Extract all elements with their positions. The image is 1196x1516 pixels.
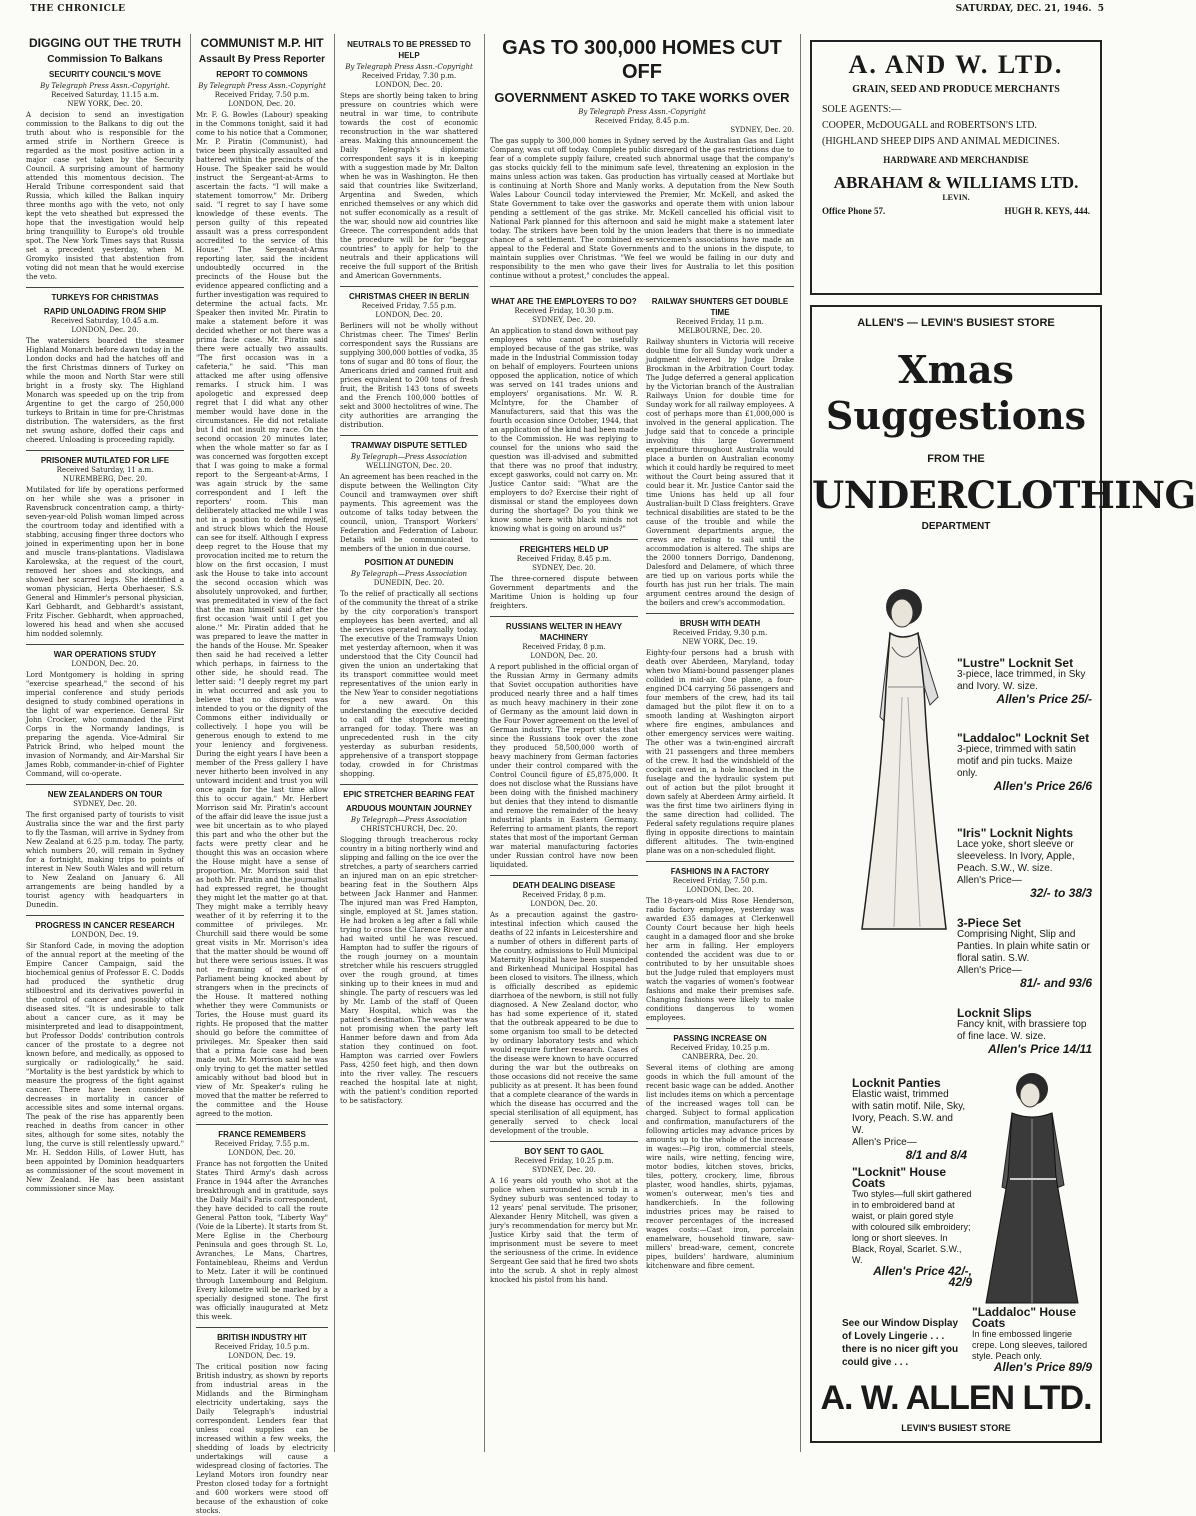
article-body: The watersiders boarded the steamer Highland Monarch before dawn today in the London docks and had the hatches off and the first Christmas dinners of Turkey on while the moon and North Star were still bright in a frosty sky. The Highland Monarch was speeded up on the trip from Argentine to get the cargo of 250,000 turkeys to Britain in time for pre-Christmas distribution. The watersiders, as the first net swung ashore, doffed their caps and cheered. Unloading is proceeding rapidly. xyxy=(26,337,184,444)
received-line: Received Friday, 10.25 p.m. xyxy=(514,1157,614,1165)
received-line: Received Friday, 11 p.m. xyxy=(676,318,764,326)
headline: PASSING INCREASE ON xyxy=(673,1034,767,1043)
dateline: MELBOURNE, Dec. 20. xyxy=(677,327,763,335)
product-iris-nights xyxy=(957,827,1092,899)
subheadline: ARDUOUS MOUNTAIN JOURNEY xyxy=(345,804,473,813)
headline: BOY SENT TO GAOL xyxy=(524,1147,604,1156)
byline: By Telegraph—Press Association xyxy=(350,453,468,461)
divider xyxy=(26,784,184,785)
product-desc: 3-piece, trimmed with satin motif and pin tucks. Maize only. xyxy=(957,744,1076,779)
article-body: France has not forgotten the United States Third Army's dash across France in 1944 after the Avranches breakthrough and in gratitude, says the Daily Mail's Paris correspondent, they have decided to call the route General Patton took, "Liberty Way" (Voie de la Liberte). It starts from St. Mere Eglise in the Cherbourg Peninsula and goes through St. Lo, Avranches, Le Mans, Chartres, Fontainebleau, Rheims and Verdun to Metz. Later it will be continued through Luxembourg and Belgium. Every kilometre will be marked by a specially designed stone. The first was officially inaugurated at Metz this week. xyxy=(196,1160,328,1321)
article-body: The gas supply to 300,000 homes in Sydney served by the Australian Gas and Light Company, was cut off today. Complete public disregard of the gas restrictions due to fear of a complete supply failure, created such abnormal usage that the company's gas stocks quickly fell to the minimum safe level, threatening an explosion in the mains unless action was taken. Gas production has virtually ceased at Mortlake but is continuing at North Shore and Manly works. A deputation from the New South Wales Labour Council today interviewed the Premier, Mr. McKell, and asked the State Government to take over the gasworks and operate them with union labour pending a settlement of the gas strike. Mr. McKell cancelled his official visit to National Park planned for this afternoon and said he might make a statement later today. The strikers have been told by the union leaders that there is no immediate chance of a settlement. The combined ex-servicemen's associations have made an appeal to the Federal and State Governments and to the unions in the dispute, to maintain supplies over Christmas. "We feel we would be failing in our duty and responsibility to the men who gave their lives for Australia to let this position continue without a protest," concludes the appeal. xyxy=(490,137,794,280)
ad-store-name: A. W. ALLEN LTD. xyxy=(820,1379,1092,1417)
received-line: Received Friday, 7.55 p.m. xyxy=(361,302,457,310)
subcolumn-left xyxy=(490,293,638,1285)
note-line: there is no nicer gift you xyxy=(842,1344,959,1355)
received-line: Received Friday, 10.30 p.m. xyxy=(514,307,614,315)
article-body: Several items of clothing are among goods in which the full amount of the recent basic wage can be added. Another list includes items on which a percentage of the increased wages toll can be charged. Subject to formal application and confirmation, manufacturers of the following articles may advance prices by amounts up to the whole of the increase in wages:—Pig iron, commercial steels, wire nails, wire netting, fencing wire, motor bodies, kitchen stoves, bricks, tiles, pottery, crockery, lime, fibrous plaster, wood handles, shirts, pyjamas, women's outerwear, men's ties and handkerchiefs. In the following industries prices may be raised to recover percentages of the increased wages costs:—Cast iron, porcelain enamelware, household tinware, saw-millers' bread-ware, cement, concrete pipes, builders' hardware, aluminium kitchenware and fibre cement. xyxy=(646,1064,794,1270)
dateline: SYDNEY, Dec. 20. xyxy=(532,564,596,572)
dateline: LONDON, Dec. 20. xyxy=(530,900,598,908)
ad-company-name: A. AND W. LTD. xyxy=(848,50,1064,79)
divider xyxy=(340,435,478,436)
subheadline: RAPID UNLOADING FROM SHIP xyxy=(43,307,167,316)
received-line: Received Friday, 8 p.m. xyxy=(522,643,606,651)
product-price: 81/- and 93/6 xyxy=(1019,976,1092,990)
ad-department: UNDERCLOTHING xyxy=(812,473,1196,517)
byline: By Telegraph Press Assn.-Copyright xyxy=(578,108,706,116)
subheadline: Assault By Press Reporter xyxy=(198,54,326,65)
product-name: Locknit Panties xyxy=(852,1076,941,1090)
column-1 xyxy=(26,36,184,1450)
article-body: Mutilated for life by operations performed on her while she was a prisoner in Ravensbruck concentration camp, a thirty-seven-year-old Polish woman limped across the courtroom today and identified with a stabbing, accusing finger three doctors who joined in experimenting upon her in bone and muscle trans-plantations. Vladislawa Karolewska, at the request of the court, removed her shoes and stockings, and showed her scarred legs. She identified a woman physician, Herta Oberhaeser, S.S. General and Himmler's personal physician, Karl Gebhardt, and Gebhardt's assistant, Fritz Fischer. Gebhardt, when approached, lowered his head and when she accused him nodded solemnly. xyxy=(26,486,184,638)
divider xyxy=(646,1028,794,1029)
headline: RAILWAY SHUNTERS GET DOUBLE TIME xyxy=(651,297,789,317)
ad-xmas-line2: Suggestions xyxy=(825,393,1087,438)
headline: POSITION AT DUNEDIN xyxy=(364,558,454,567)
article-body: An application to stand down without pay employees who cannot be usefully employed because of the gas strike, was made in the Industrial Commission today on behalf of employers. Fourteen unions opposed the application, notice of which was served on 141 trades unions and employers' organisations. Mr. W. R. McIntyre, for the Chamber of Manufacturers, said that this was the fourth occasion since October, 1944, that an application of the kind had been made to the Commission. He was replying to counsel for the unions who said the question was ill-advised and submitted that there was no proof that industry, except gasworks, could not carry on. Mr. Justice Cantor said: "What are the employers to do? Exercise their right of dismissal or stand the employees down during the shortage? Do you think we know some here with black minds not knowing what is going on around us?" xyxy=(490,327,638,533)
dateline: CHRISTCHURCH, Dec. 20. xyxy=(360,825,458,833)
article-body: Lord Montgomery is holding in spring "exercise spearhead," the second of his imperial conference and study periods designed to study combined operations in the light of war experience. General Sir John Crocker, who commanded the First Corps in the Normandy landings, is preparing the agenda. Vice-Admiral Sir Patrick Brind, who helped mount the invasion of Normandy, and Air-Marshal Sir James Robb, commander-in-chief of Fighter Command, will co-operate. xyxy=(26,671,184,778)
headline: EPIC STRETCHER BEARING FEAT xyxy=(343,790,475,799)
column-3 xyxy=(340,36,478,1450)
divider xyxy=(26,915,184,916)
divider xyxy=(490,875,638,876)
article-body: A report published in the official organ of the Russian Army in Germany admits that Soviet occupation authorities have produced nearly three and a half times as much heavy machinery in their zone of Germany as the amount laid down in the Four Power agreement on the level of German industry. The report states that since the Russians took over the zone they produced 58,500,000 worth of heavy machinery from German factories under their control compared with the Control Council figure of £5,875,000. It does not disclose what the Russians have been doing with the finished machinery but denies that they intend to dismantle and remove the remainder of the heavy industrial plants in Eastern Germany. Referring to armament plants, the report states that most of the important German war material manufacturing factories under Russian control have now been liquidated. xyxy=(490,663,638,869)
ad-manager: HUGH R. KEYS, 444. xyxy=(1004,206,1090,216)
byline: By Telegraph Press Assn.-Copyright xyxy=(345,63,473,71)
note-line: of Lovely Lingerie . . . xyxy=(842,1331,945,1342)
received-line: Received Saturday, 11 a.m. xyxy=(56,466,154,474)
ad-store-tagline: LEVIN'S BUSIEST STORE xyxy=(901,1423,1011,1433)
product-desc: Elastic waist, trimmed with satin motif. Nile, Sky, Ivory, Peach. S.W. and W. xyxy=(852,1089,966,1136)
ad-agents-label: SOLE AGENTS:— xyxy=(822,104,902,115)
subheadline: SECURITY COUNCIL'S MOVE xyxy=(49,70,161,79)
divider xyxy=(340,286,478,287)
byline: By Telegraph—Press Association xyxy=(350,570,468,578)
dateline: LONDON, Dec. 20. xyxy=(71,660,139,668)
dateline: LONDON, Dec. 20. xyxy=(530,652,598,660)
product-locknit-panties xyxy=(852,1077,967,1161)
dateline: NUREMBERG, Dec. 20. xyxy=(62,475,148,483)
headline: FRANCE REMEMBERS xyxy=(218,1130,306,1139)
product-price: Allen's Price 25/- xyxy=(996,692,1092,706)
subheadline: REPORT TO COMMONS xyxy=(216,70,308,79)
divider xyxy=(490,1141,638,1142)
byline: By Telegraph Press Assn.-Copyright xyxy=(198,82,326,90)
divider xyxy=(490,616,638,617)
headline: NEW ZEALANDERS ON TOUR xyxy=(47,790,163,799)
headline: PROGRESS IN CANCER RESEARCH xyxy=(35,921,175,930)
divider xyxy=(26,450,184,451)
subcolumns xyxy=(490,293,794,1285)
ad-xmas xyxy=(812,347,1100,439)
headline: DEATH DEALING DISEASE xyxy=(512,881,616,890)
product-name: "Locknit" House Coats xyxy=(852,1165,947,1190)
article-body: The 18-years-old Miss Rose Henderson, radio factory employee, yesterday was awarded £35 damages at Clerkenwell County Court because her high heels caught in a damaged floor and she broke her arm in falling. Her employers contended the accident was due to or contributed to by her unsuitable shoes but the Judge ruled that employers must watch the vagaries of women's footwear fashions and make their premises safe. Changing fashions were likely to make conditions dangerous to women employees. xyxy=(646,897,794,1022)
product-price: Allen's Price 14/11 xyxy=(987,1042,1092,1056)
product-laddaloc-house-coats xyxy=(972,1307,1092,1373)
headline: BRUSH WITH DEATH xyxy=(679,619,761,628)
article-body: To the relief of practically all sections of the community the threat of a strike by the city corporation's transport employees has been averted, and all the services operated normally today. The executive of the Tramways Union met yesterday afternoon, when it was understood that the City Council had given the union an undertaking that its transport committee would meet representatives of the union early in the New Year to consider negotiations for a new award. On this understanding the executive decided to call off the stopwork meeting arranged for today. There was an unprecedented rush in the city yesterday as suburban residents, apprehensive of a transport stoppage today, crowded in for Christmas shopping. xyxy=(340,590,478,778)
dateline: LONDON, Dec. 19. xyxy=(228,1352,296,1360)
product-desc: Fancy knit, with brassiere top of fine lace. W. size. xyxy=(957,1019,1087,1042)
ad-from: FROM THE xyxy=(927,453,985,465)
ad-agents-products: (HIGHLAND SHEEP DIPS AND ANIMAL MEDICINES. xyxy=(822,136,1060,147)
received-line: Received Friday, 7.50 p.m. xyxy=(672,877,768,885)
product-desc: Comprising Night, Slip and Panties. In plain white satin or floral satin. S.W. xyxy=(957,929,1090,964)
headline: TRAMWAY DISPUTE SETTLED xyxy=(350,441,467,450)
window-display-note xyxy=(842,1317,967,1369)
divider xyxy=(26,287,184,288)
product-price: Allen's Price 89/9 xyxy=(993,1360,1092,1374)
product-locknit-slips xyxy=(957,1007,1092,1055)
dateline: SYDNEY, Dec. 20. xyxy=(532,316,596,324)
headline: CHRISTMAS CHEER IN BERLIN xyxy=(348,292,469,301)
headline: BRITISH INDUSTRY HIT xyxy=(217,1333,307,1342)
headline: PRISONER MUTILATED FOR LIFE xyxy=(40,456,170,465)
page-header xyxy=(0,4,1114,20)
divider xyxy=(646,613,794,614)
ad-xmas-line1: Xmas xyxy=(898,347,1014,392)
date-text: SATURDAY, DEC. 21, 1946. xyxy=(955,4,1092,14)
dateline: SYDNEY, Dec. 20. xyxy=(730,126,794,134)
product-name: "Lustre" Locknit Set xyxy=(957,656,1074,670)
received-line: Received Friday, 8.45 p.m. xyxy=(594,117,690,125)
product-price: 8/1 and 8/4 xyxy=(905,1148,967,1162)
product-laddaloc-set xyxy=(957,732,1092,792)
dateline: LONDON, Dec. 20. xyxy=(71,326,139,334)
lead-subheadline: GOVERNMENT ASKED TO TAKE WORKS OVER xyxy=(494,90,790,105)
received-line: Received Friday, 8 p.m. xyxy=(522,891,606,899)
received-line: Received Friday, 8.45 p.m. xyxy=(516,555,612,563)
ad-agents: COOPER, McDOUGALL and ROBERTSON'S LTD. xyxy=(822,120,1037,131)
headline: FREIGHTERS HELD UP xyxy=(519,545,609,554)
product-name: "Iris" Locknit Nights xyxy=(957,826,1074,840)
woman-in-nightgown-illustration xyxy=(842,577,962,937)
headline: RUSSIANS WELTER IN HEAVY MACHINERY xyxy=(505,622,623,642)
dateline: LONDON, Dec. 20. xyxy=(375,81,443,89)
article-body: Eighty-four persons had a brush with death over Aberdeen, Maryland, today when two Miami-bound passenger planes collided in mid-air. One plane, a four-engined DC4 carrying 56 passengers and four members of the crew, had its tail damaged but the pilot flew it on to a smooth landing at Washington airport where fire engines, ambulances and other emergency services were waiting. The other was a twin-engined aircraft with 21 passengers and three members of the crew. It had the windshield of the cockpit caved in, a hole knocked in the fuselage and the hydraulic system put out of action but the pilot brought it down safely at Aberdeen Army airfield. It was the first time two airliners flying in the same direction had collided. The Federal safety regulations require planes flying in opposite directions to maintain different altitudes. The twin-engined plane was on a non-scheduled flight. xyxy=(646,649,794,855)
product-name: Locknit Slips xyxy=(957,1006,1032,1020)
subheadline: Commission To Balkans xyxy=(47,54,163,65)
woman-in-housecoat-illustration xyxy=(972,1067,1092,1307)
note-line: could give . . . xyxy=(842,1357,909,1368)
product-desc: 3-piece, lace trimmed, in Sky and Ivory. W. size. xyxy=(957,669,1086,692)
byline: By Telegraph—Press Association xyxy=(350,816,468,824)
dateline: NEW YORK, Dec. 20. xyxy=(67,100,143,108)
divider xyxy=(196,1124,328,1125)
received-line: Received Friday, 10.25 p.m. xyxy=(670,1044,770,1052)
article-body: An agreement has been reached in the dispute between the Wellington City Council and tramwaymen over shift payments. This agreement was the outcome of talks today between the council, union, Transport Workers' Federation and Federation of Labour. Details will be communicated to members of the union in due course. xyxy=(340,473,478,553)
newspaper-name: THE CHRONICLE xyxy=(30,4,126,14)
product-name: 3-Piece Set xyxy=(957,916,1022,930)
dateline: LONDON, Dec. 20. xyxy=(375,311,443,319)
page-number: 5 xyxy=(1097,4,1104,14)
column-rule xyxy=(800,34,801,1452)
advertisement-allens xyxy=(810,305,1196,1443)
received-line: Received Friday, 7.55 p.m. xyxy=(214,1140,310,1148)
dateline: WELLINGTON, Dec. 20. xyxy=(366,462,452,470)
product-desc: Lace yoke, short sleeve or sleeveless. In Ivory, Apple, Peach. S.W., W. size. xyxy=(957,839,1075,874)
column-4-5 xyxy=(490,36,794,1450)
product-name: "Laddaloc" Locknit Set xyxy=(957,731,1090,745)
note-line: See our Window Display xyxy=(842,1318,959,1329)
product-price-label: Allen's Price— xyxy=(957,875,1022,886)
advertisement-abraham-williams xyxy=(810,40,1102,295)
page-date xyxy=(956,4,1104,14)
dateline: SYDNEY, Dec. 20. xyxy=(73,800,137,808)
divider xyxy=(196,1327,328,1328)
ad-office-phone: Office Phone 57. xyxy=(822,206,886,216)
article-body: Slogging through treacherous rocky country in a biting northerly wind and slipping and falling on the ice over the stretches, a party of searchers carried an injured man on an epic stretcher-bearing feat in the Southern Alps between Jack Hanmer and Hanmer. The injured man was Fred Hampton, single, employed at St. James station. He had broken a leg after a fall while trying to cross the Clarence River and had waited until he was rescued. Hampton had to suffer the rigours of the rough journey on a mountain stretcher while his rescuers struggled over the rough ground, at times sinking up to their knees in mud and shingle. The party of rescuers was led by Mr. Lamb of the staff of Queen Mary Hospital, which was the patient's destination. The weather was not promising when the party left Hanmer before dawn and from Ada station they continued on foot. Hampton was carried over Fowlers Pass, 4250 feet high, and then down into the river valley. The rescuers reached the hospital late at night, with the patient's condition reported to be satisfactory. xyxy=(340,836,478,1105)
divider xyxy=(646,861,794,862)
product-price: Allen's Price 42/-, 42/9 xyxy=(873,1264,972,1289)
product-price-label: Allen's Price— xyxy=(957,965,1022,976)
product-lustre-set xyxy=(957,657,1092,705)
received-line: Received Saturday, 11.15 a.m. xyxy=(51,91,159,99)
product-price: 32/- to 38/3 xyxy=(1029,886,1092,900)
headline: FASHIONS IN A FACTORY xyxy=(670,867,770,876)
received-line: Received Friday, 7.30 p.m. xyxy=(361,72,457,80)
ad-department-label: DEPARTMENT xyxy=(921,521,991,532)
article-body: A 16 years old youth who shot at the police when surrounded in scrub in a Sydney suburb was sentenced today to 12 years' penal servitude. The prisoner, Alexander Henry Mitchell, was given a jury's recommendation for mercy but Mr. Justice Kirby said that the term of imprisonment must be severe to meet the seriousness of the crime. In evidence Sergeant Gee said that he fired two shots into the scrub. A shot in reply almost knocked his pistol from his hand. xyxy=(490,1177,638,1284)
product-desc: In fine embossed lingerie crepe. Long sleeves, tailored style. Peach only. xyxy=(972,1329,1088,1361)
column-rule xyxy=(334,34,335,1452)
dateline: LONDON, Dec. 19. xyxy=(71,931,139,939)
article-body: The critical position now facing British industry, as shown by reports from industrial areas in the Midlands and the Birmingham electricity undertaking, says the Daily Telegraph's industrial correspondent. Lenders fear that unless coal supplies can be increased within a few weeks, the shedding of loads by electricity undertakings will cause a widespread closing of factories. The Leyland Motors iron foundry near Preston closed today for a fortnight and 600 workers were stood off because of the exhaustion of coke stocks. xyxy=(196,1363,328,1515)
divider xyxy=(490,286,794,287)
headline: WHAT ARE THE EMPLOYERS TO DO? xyxy=(491,297,637,306)
divider xyxy=(340,784,478,785)
dateline: SYDNEY, Dec. 20. xyxy=(532,1166,596,1174)
product-name: "Laddaloc" House Coats xyxy=(972,1305,1077,1330)
headline: TURKEYS FOR CHRISTMAS xyxy=(51,293,159,302)
column-rule xyxy=(484,34,485,1452)
headline: WAR OPERATIONS STUDY xyxy=(53,650,157,659)
product-three-piece-set xyxy=(957,917,1092,989)
dateline: LONDON, Dec. 20. xyxy=(228,100,296,108)
ad-tagline: GRAIN, SEED AND PRODUCE MERCHANTS xyxy=(852,84,1060,95)
article-body: Railway shunters in Victoria will receive double time for all Sunday work under a judgment delivered by Judge Drake Brockman in the Arbitration Court today. The Judge deferred a general application by the Victorian branch of the Australian Railways Union for double time for Sunday work for all railway employees. A cost of perhaps more than £1,000,000 is involved in the general application. The Judge said that to concede a principle involving this large Government expenditure throughout Australia would place a burden on Australian economy which it could hardly be required to meet without the Court being assured that it could bear it. Mr. Justice Cantor said the time Unions has held up all four Australian-built D Class freighters. Grave technical disabilities are stated to be the cause of the trouble and while the Government departments argue, the crews are refusing to sail until the accommodation is altered. The ships are the 2000 tonners Dorrigo, Dandenong, Dalesford and Delamere, of which three are tied up on various ports while the fourth has just run her trials. The main argument centres around the design of the boilers and crew's accommodation. xyxy=(646,338,794,607)
product-price-label: Allen's Price— xyxy=(852,1137,917,1148)
article-body: Berliners will not be wholly without Christmas cheer. The Times' Berlin correspondent says the Russians are supplying 300,000 bottles of vodka, 35 tons of sugar and 80 tons of flour, the Americans dried and canned fruit and prices equivalent to 200 tons of fresh fruit, the British 143 tons of sweets and the French 100,000 bottles of sekt and 3000 hectolitres of wine. The city authorities are arranging the distribution. xyxy=(340,322,478,429)
article-body: A decision to send an investigation commission to the Balkans to dig out the truth about who is responsible for the armed strife in Northern Greece is regarded as the most positive action in a major case yet taken by the Security Council. A surprising amount of harmony attended this momentous decision. The Herald Tribune correspondent said that Russia, which killed the Balkan inquiry three months ago with the veto, not only kept the veto sheathed but expressed the hope that the investigation would help bring tranquillity to Europe's old trouble spot. The New York Times says that Russia set a precedent yesterday, when M. Gromyko insisted that abstention from voting did not mean that he would exercise the veto. xyxy=(26,111,184,281)
dateline: LONDON, Dec. 20. xyxy=(228,1149,296,1157)
received-line: Received Friday, 9.30 p.m. xyxy=(672,629,768,637)
column-rule xyxy=(190,34,191,1452)
subcolumn-right xyxy=(646,293,794,1285)
column-2 xyxy=(196,36,328,1515)
divider xyxy=(490,539,638,540)
dateline: DUNEDIN, Dec. 20. xyxy=(373,579,445,587)
product-price: Allen's Price 26/6 xyxy=(993,779,1092,793)
ad-store-banner: ALLEN'S — LEVIN'S BUSIEST STORE xyxy=(857,317,1055,329)
article-body: Sir Stanford Cade, in moving the adoption of the annual report at the meeting of the Empire Cancer Campaign, said the biochemical genius of Professor E. C. Dodds had produced the synthetic drug stilboestrol and its derivatives powerful in the control of cancer and possibly other diseased sites. "It is undesirable to talk about a cancer cure, as it may be misinterpreted and lead to disappointment, but Professor Dodds' contribution controls cancer of the prostate to a degree not known before, and medically, as opposed to surgically or radiologically," he said. "Mortality is the best yardstick by which to measure the progress of the fight against cancer. There have been considerable decreases in mortality in cancer of accessible sites and some internal organs. The peak of the rise has apparently been reached in deaths from cancer in other sites, although for some sites, notably the lung, the curve is still relentlessly upward." Mr. H. Seddon Hills, of Lower Hutt, has been appointed by Dominion headquarters as commissioner of the scout movement in New Zealand. He has been assistant commissioner since May. xyxy=(26,942,184,1193)
article-body: Steps are shortly being taken to bring pressure on countries which were neutral in war time, to contribute towards the cost of economic reconstruction in the war shattered areas. Making this announcement the Daily Telegraph's diplomatic correspondent says it is in keeping with a suggestion made by Mr. Dalton when he was in Washington. He then said that countries like Switzerland, Argentina and Sweden, which enriched themselves or any which did not suffer economically as a result of the war, should now aid countries like Greece. The correspondent adds that the procedure will be for "beggar countries" to apply for help to the neutrals and their applications will receive the full support of the British and American Governments. xyxy=(340,92,478,280)
dateline: CANBERRA, Dec. 20. xyxy=(681,1053,759,1061)
byline: By Telegraph Press Assn.-Copyright. xyxy=(40,82,170,90)
headline: NEUTRALS TO BE PRESSED TO HELP xyxy=(347,40,471,60)
ad-town: LEVIN. xyxy=(942,193,970,202)
product-locknit-house-coats xyxy=(852,1167,972,1288)
article-body: As a precaution against the gastro-intestinal infection which caused the deaths of 22 infants in Leicestershire and a number of others in different parts of the country, admissions to Hull Municipal Maternity Hospital have been suspended and Birkenhead Municipal Hospital has been closed to visitors. The illness, which is officially described as epidemic diarrhoea of the newborn, is still not fully diagnosed. A New Zealand doctor, who has had some experience of it, stated that the outbreak appeared to be due to some organism too small to be detected by ordinary laboratory tests and which would require further research. Cases of the disease were known to have occurred during the war but the outbreaks on those occasions did not receive the same publicity as at present. It has been found that a complete clearance of the wards in which the disease has occurred and the special sterilisation of all equipment, has generally served to check local development of the trouble. xyxy=(490,911,639,1135)
article-body: Mr. F. G. Bowles (Labour) speaking in the Commons tonight, said it had come to his notice that a Commoner, Mr. P. Piratin (Communist), had twice been physically assaulted and battered within the precincts of the House. The Speaker said he would instruct the Sergeant-at-Arms to ascertain the facts. "I will make a statement tomorrow," Mr. Driberg said. "I regret to say I have some knowledge of these events. The person guilty of this repeated assault was a press correspondent accredited to the service of this House." The Sergeant-at-Arms reporting later, said the incident undoubtedly occurred in the precincts of the House but the evidence appeared conflicting and a further investigation was required to determine the actual facts. Mr. Speaker then invited Mr. Piratin to make a statement before it was decided whether or not there was a prima facie case. Mr. Piratin said there were actually two assaults. "The first occasion was in a cafeteria," he said. "This man attacked me after using offensive remarks. I struck him. I was apologetic and expressed deep regret that I did what any other member would have done in the circumstances. He did not retaliate but I did not insult my race. On the second occasion 20 minutes later, when the whole matter so far as I was concerned was forgotten except that I was going to make a formal report to the Sergeant-at-Arms, I was again struck by the same correspondent and I left the reporters' room. This man deliberately attacked me while I was not in a position to defend myself, and struck blows which the House can see for itself. Although I express deep regret to the House that my provocation incited me to return the blow on the first occasion, I must ask the House to take into account the second occasion which was absolutely unprovoked, and further, was premeditated in view of the fact that the man himself said after the first occasion 'wait until I get you alone.'" Mr. Piratin added that he was prepared to leave the matter in the hands of the House. Mr. Speaker then said he had received a letter which perhaps, in fairness to the other side, he should read. The letter said: "I deeply regret my part in what occurred and ask you to believe that no disrespect was intended to you or the dignity of the Commons either individually or collectively. I hope you will be generous enough to extend to me your leniency and forgiveness. During the eight years I have been a member of the Press gallery I have never hitherto been involved in any untoward incident and trust you will once again for the last time allow this to occur again." Mr. Herbert Morrison said Mr. Piratin's account of the affair did leave the issue just a wee bit uncertain as to who played this part and who the other but the facts were pretty clear and he thought this was an occasion where the House might have a sense of proportion. Mr. Morrison said that as both Mr. Piratin and the journalist had expressed regret, he thought they might let the matter go at that. They might make a terribly heavy weather of it by referring it to the committee of privileges. Mr. Churchill said there would be some great visits in Mr. Morrison's idea that the matter should be wound off but there were serious issues. It was not re-framing of member of Parliament being knocked about by strangers when in the precincts of the House. It mattered nothing whether they were Communists or Tories, the House must guard its rights. He proposed that the matter should go before the committee of privileges. Mr. Speaker then said that a prima facie case had been made out. Mr. Morrison said he was only trying to get the matter settled amicably without bad blood but in view of Mr. Speaker's ruling he moved that the matter be referred to the committee and the House agreed to the motion. xyxy=(196,111,328,1118)
product-desc: Two styles—full skirt gathered in to embroidered band at waist, or plain gored style with coloured silk embroidery; long or short sleeves. In Black, Royal, Scarlet. S.W., W. xyxy=(852,1189,972,1265)
received-line: Received Saturday, 10.45 a.m. xyxy=(51,317,159,325)
ad-firm-name: ABRAHAM & WILLIAMS LTD. xyxy=(833,173,1079,192)
headline: DIGGING OUT THE TRUTH xyxy=(29,36,181,50)
lead-headline: GAS TO 300,000 HOMES CUT OFF xyxy=(502,37,782,83)
received-line: Received Friday, 10.5 p.m. xyxy=(214,1343,310,1351)
article-body: The first organised party of tourists to visit Australia since the war and the first party to fly the Tasman, will arrive in Sydney from New Zealand at 6.25 p.m. today. The party, which numbers 20, will remain in Sydney for a fortnight, making trips to points of interest in New South Wales and will return to New Zealand on January 6. All arrangements are being handled by a tourist agency with headquarters in Dunedin. xyxy=(26,811,184,909)
ad-hardware: HARDWARE AND MERCHANDISE xyxy=(883,155,1029,165)
divider xyxy=(26,644,184,645)
dateline: NEW YORK, Dec. 19. xyxy=(682,638,758,646)
ad-contacts xyxy=(822,206,1090,216)
received-line: Received Friday, 7.50 p.m. xyxy=(214,91,310,99)
dateline: LONDON, Dec. 20. xyxy=(686,886,754,894)
headline: COMMUNIST M.P. HIT xyxy=(200,36,324,50)
article-body: The three-cornered dispute between Government departments and the Maritime Union is holding up four freighters. xyxy=(490,575,638,610)
